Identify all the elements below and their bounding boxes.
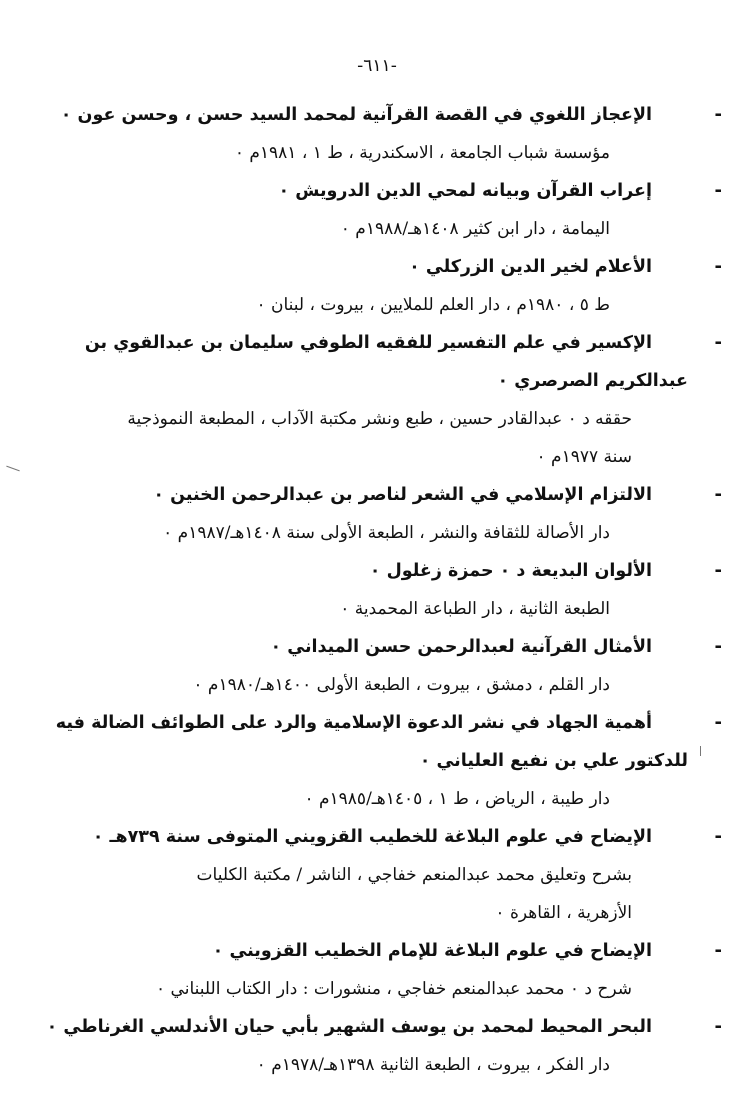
entry-title-line: [52, 704, 722, 742]
list-dash: -: [714, 180, 722, 201]
entry-publisher: الطبعة الثانية ، دار الطباعة المحمدية ٠: [340, 599, 610, 619]
entry-title-continuation: عبدالكريم الصرصري ٠: [497, 371, 688, 391]
list-dash: -: [714, 484, 722, 505]
entry-publisher: دار طيبة ، الرياض ، ط ١ ، ١٤٠٥هـ/١٩٨٥م ٠: [304, 789, 610, 809]
bibliography-entry: [88, 818, 722, 932]
list-dash: -: [714, 256, 722, 277]
entry-publisher: الأزهرية ، القاهرة ٠: [495, 903, 632, 923]
entry-title: الأمثال القرآنية لعبدالرحمن حسن الميداني ٠: [270, 637, 652, 657]
bibliography-entry: [88, 552, 722, 628]
entry-publisher: دار القلم ، دمشق ، بيروت ، الطبعة الأولى ١٤٠٠هـ/١٩٨٠م ٠: [193, 675, 610, 695]
entry-title: الإيضاح في علوم البلاغة للخطيب القزويني المتوفى سنة ٧٣٩هـ ٠: [92, 827, 652, 847]
entry-publisher: سنة ١٩٧٧م ٠: [536, 447, 632, 467]
scan-mark: [700, 746, 701, 756]
entry-title-line: [88, 248, 722, 286]
entry-title-line: [88, 818, 722, 856]
entry-title: الأعلام لخير الدين الزركلي ٠: [409, 257, 652, 277]
entry-title: الالتزام الإسلامي في الشعر لناصر بن عبدالرحمن الخنين ٠: [153, 485, 652, 505]
bibliography-entry: [88, 476, 722, 552]
entry-title-line: [88, 476, 722, 514]
entry-title: أهمية الجهاد في نشر الدعوة الإسلامية والرد على الطوائف الضالة فيه: [55, 713, 652, 733]
bibliography-entry: [55, 704, 722, 818]
entry-title: الإكسير في علم التفسير للفقيه الطوفي سليمان بن عبدالقوي بن: [84, 333, 652, 353]
entry-title-line: [88, 552, 722, 590]
list-dash: -: [714, 636, 722, 657]
entry-title-continuation: للدكتور علي بن نفيع العلياني ٠: [419, 751, 688, 771]
entry-title-line: [52, 324, 722, 362]
entry-title-line: [46, 1008, 722, 1046]
entry-publisher: بشرح وتعليق محمد عبدالمنعم خفاجي ، الناشر / مكتبة الكليات: [196, 865, 632, 885]
entry-title: الإيضاح في علوم البلاغة للإمام الخطيب القزويني ٠: [212, 941, 652, 961]
entry-title-line: [88, 932, 722, 970]
entry-title-line: [88, 172, 722, 210]
list-dash: -: [714, 712, 722, 733]
entry-title: إعراب القرآن وبيانه لمحي الدين الدرويش ٠: [278, 181, 652, 201]
bibliography-entry: [88, 932, 722, 1008]
entry-title: الإعجاز اللغوي في القصة القرآنية لمحمد السيد حسن ، وحسن عون ٠: [60, 105, 652, 125]
entry-title-line: [88, 628, 722, 666]
bibliography-entry: [60, 96, 722, 172]
entry-publisher: دار الفكر ، بيروت ، الطبعة الثانية ١٣٩٨هـ/١٩٧٨م ٠: [256, 1055, 610, 1075]
bibliography-entry: [88, 628, 722, 704]
entry-title-line: [60, 96, 722, 134]
bibliography-entry: [88, 172, 722, 248]
list-dash: -: [714, 1016, 722, 1037]
entry-publisher: مؤسسة شباب الجامعة ، الاسكندرية ، ط ١ ، ١٩٨١م ٠: [234, 143, 610, 163]
list-dash: -: [714, 560, 722, 581]
scan-mark: [6, 466, 19, 472]
entry-publisher: شرح د ٠ محمد عبدالمنعم خفاجي ، منشورات : دار الكتاب اللبناني ٠: [156, 979, 632, 999]
entry-publisher: ط ٥ ، ١٩٨٠م ، دار العلم للملايين ، بيروت ، لبنان ٠: [256, 295, 610, 315]
bibliography-entry: [88, 248, 722, 324]
bibliography-list: [46, 96, 722, 1084]
bibliography-entry: [84, 324, 722, 476]
list-dash: -: [714, 332, 722, 353]
page-number: -٦١١-: [357, 56, 397, 76]
entry-title: البحر المحيط لمحمد بن يوسف الشهير بأبي حيان الأندلسي الغرناطي ٠: [46, 1017, 652, 1037]
list-dash: -: [714, 940, 722, 961]
entry-publisher: اليمامة ، دار ابن كثير ١٤٠٨هـ/١٩٨٨م ٠: [340, 219, 610, 239]
list-dash: -: [714, 104, 722, 125]
entry-publisher: حققه د ٠ عبدالقادر حسين ، طبع ونشر مكتبة الآداب ، المطبعة النموذجية: [127, 409, 632, 429]
bibliography-entry: [46, 1008, 722, 1084]
entry-publisher: دار الأصالة للثقافة والنشر ، الطبعة الأولى سنة ١٤٠٨هـ/١٩٨٧م ٠: [163, 523, 610, 543]
entry-title: الألوان البديعة د ٠ حمزة زغلول ٠: [369, 561, 652, 581]
list-dash: -: [714, 826, 722, 847]
